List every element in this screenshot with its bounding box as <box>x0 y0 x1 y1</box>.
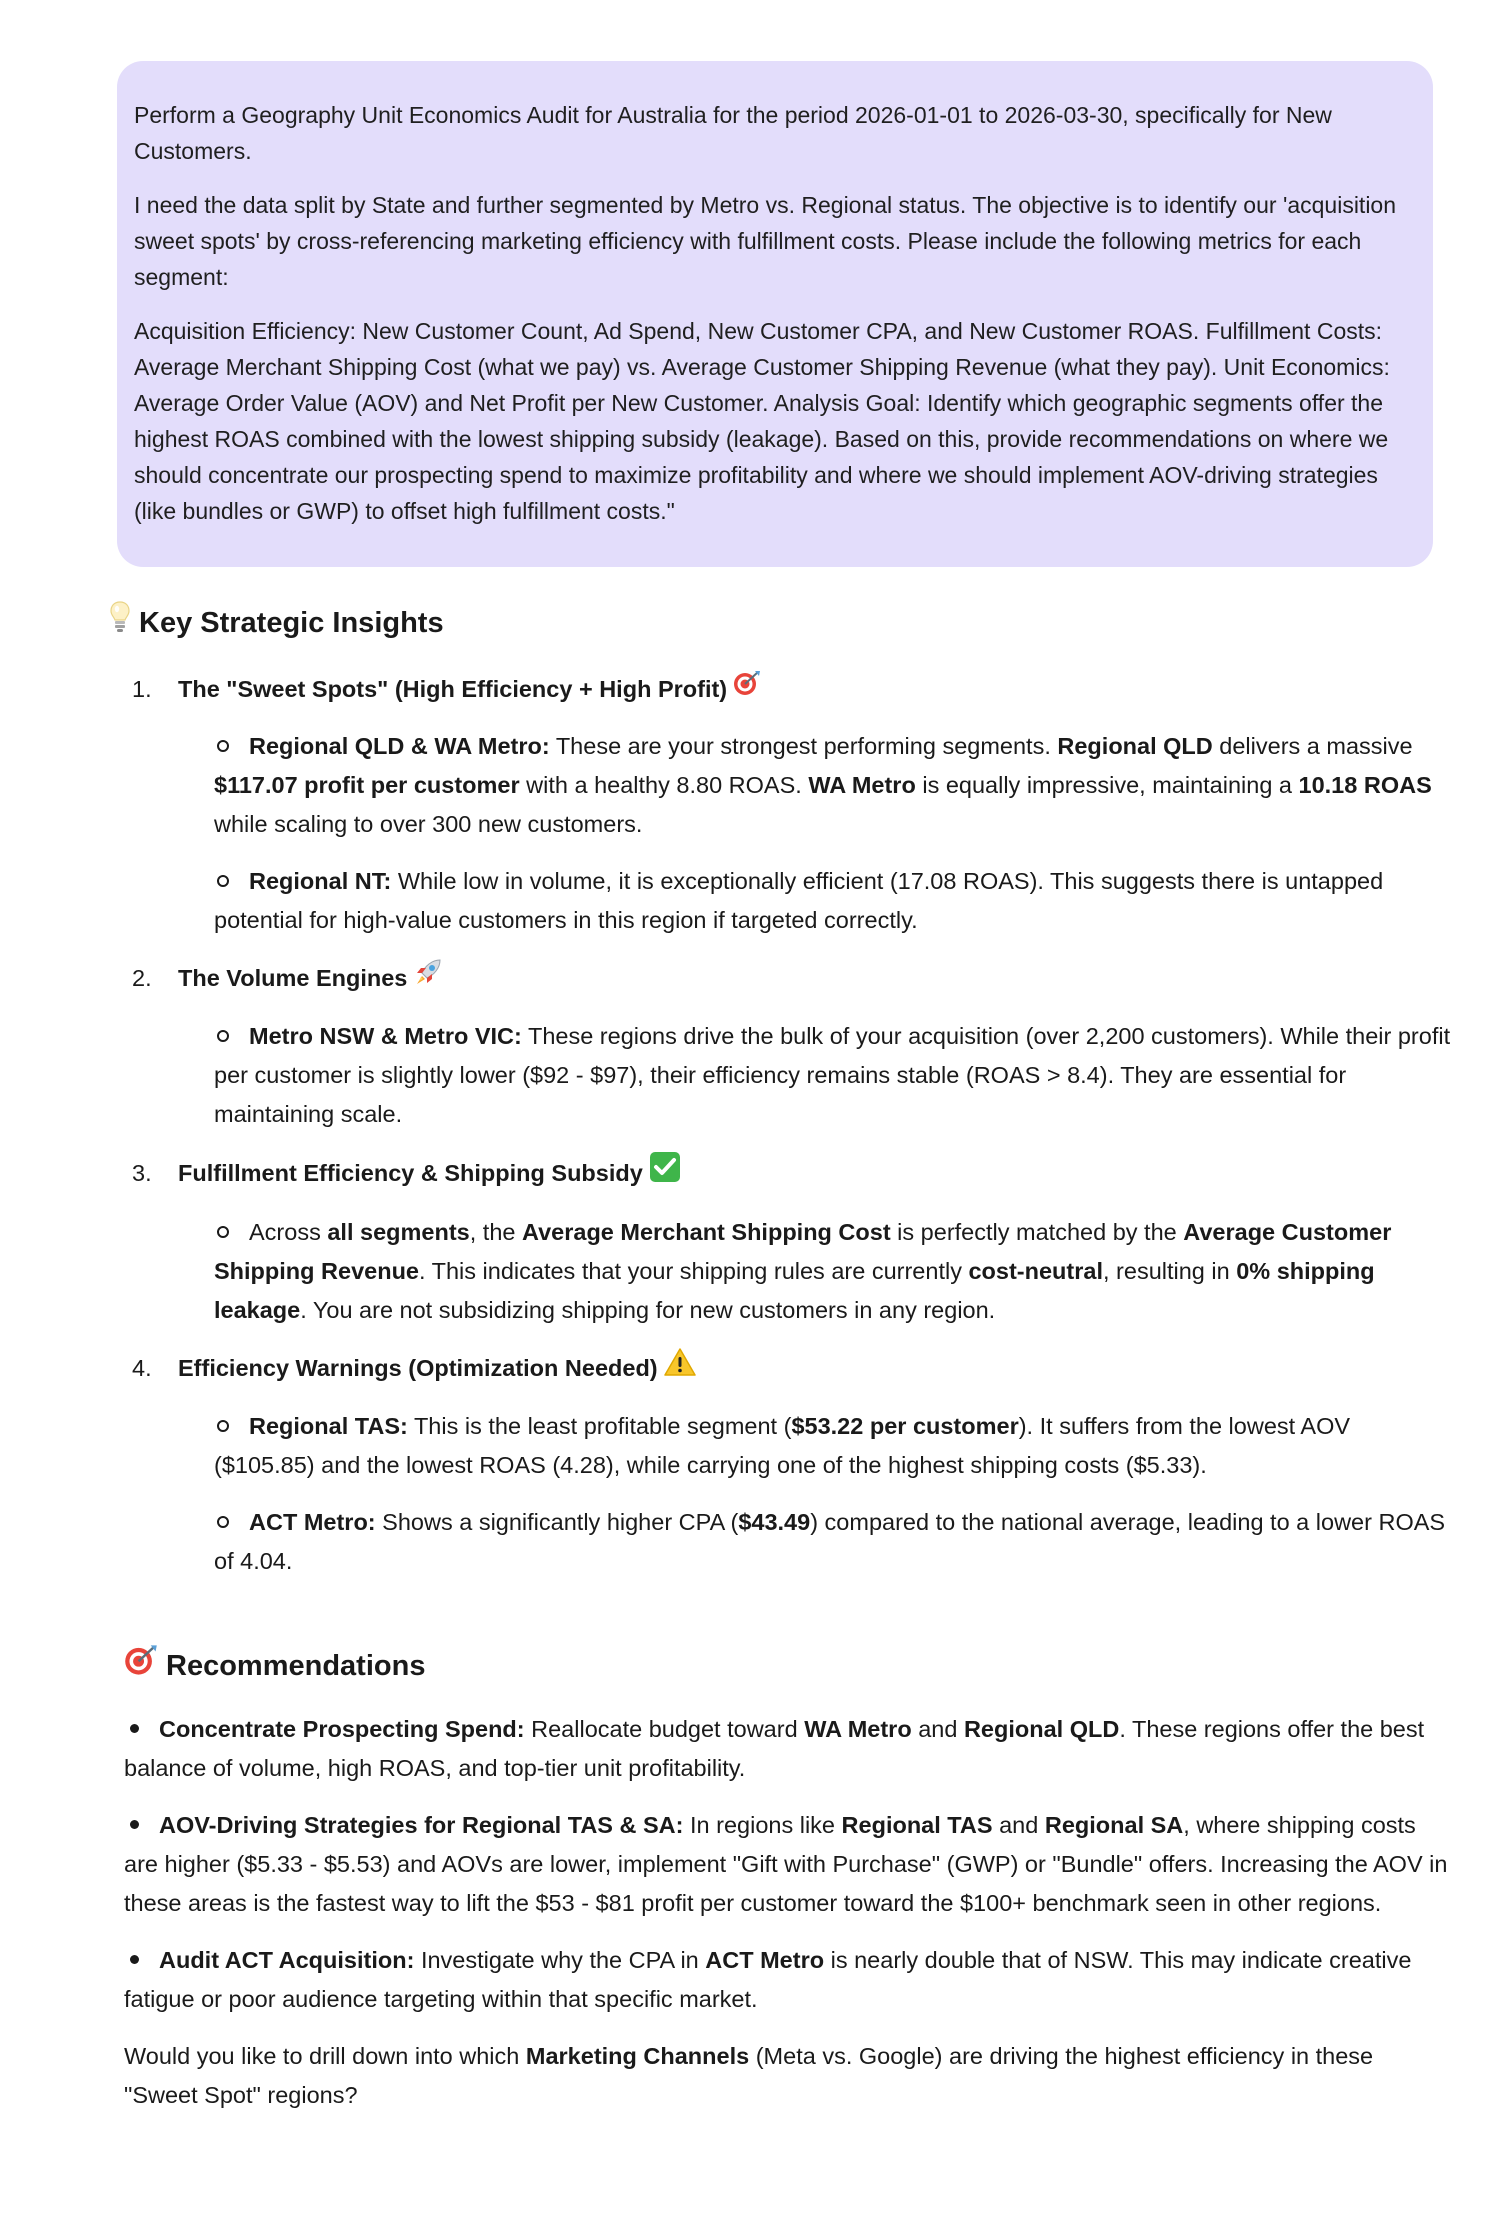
closing-question: Would you like to drill down into which Marketing Channels (Meta vs. Google) are driving the highest efficiency in these "Sweet Spot" regions? <box>124 2043 1374 2108</box>
recommendations-heading-text: Recommendations <box>166 1649 426 1682</box>
recommendations-list <box>109 1710 1448 2019</box>
recommendation-item: Audit ACT Acquisition: Investigate why the CPA in ACT Metro is nearly double that of NSW. This may indicate creative fatigue or poor audience targeting within that specific market. <box>124 1947 1412 2012</box>
recommendation-item: AOV-Driving Strategies for Regional TAS & SA: In regions like Regional TAS and Regional SA, where shipping costs are higher ($5.33 - $5.53) and AOVs are lower, implement "Gift with Purchase" (GWP) or "Bundle" offers. Increasing the AOV in these areas is the fastest way to lift the $53 - $81 profit per customer toward the $100+ benchmark seen in other regions. <box>124 1812 1448 1916</box>
insight-item <box>109 1151 1439 1330</box>
lightbulb-icon <box>109 600 131 645</box>
insight-bullet: Regional NT: While low in volume, it is exceptionally efficient (17.08 ROAS). This suggests there is untapped potential for high-value customers in this region if targeted correctly. <box>214 868 1384 933</box>
list-number: 1. <box>132 676 152 702</box>
insight-title: The "Sweet Spots" (High Efficiency + High Profit) <box>178 676 728 702</box>
insight-title: The Volume Engines <box>178 965 408 991</box>
insight-bullet: Metro NSW & Metro VIC: These regions drive the bulk of your acquisition (over 2,200 customers). While their profit per customer is slightly lower ($92 - $97), their efficiency remains stable (ROAS > 8.4). They are essential for maintaining scale. <box>214 1023 1451 1127</box>
prompt-paragraph: Acquisition Efficiency: New Customer Count, Ad Spend, New Customer CPA, and New Customer ROAS. Fulfillment Costs: Average Merchant Shipping Cost (what we pay) vs. Average Customer Shipping Revenue (what they pay). Unit Economics: Average Order Value (AOV) and Net Profit per New Customer. Analysis Goal: Identify which geographic segments offer the highest ROAS combined with the lowest shipping subsidy (leakage). Based on this, provide recommendations on where we should concentrate our prospecting spend to maximize profitability and where we should implement AOV-driving strategies (like bundles or GWP) to offset high fulfillment costs." <box>134 318 1390 524</box>
target-icon <box>124 1643 158 1688</box>
assistant-response <box>109 600 1451 2115</box>
check-icon <box>649 1151 681 1195</box>
insight-item <box>109 957 1451 1134</box>
insight-title: Fulfillment Efficiency & Shipping Subsidy <box>178 1160 643 1186</box>
insight-bullet: ACT Metro: Shows a significantly higher CPA ($43.49) compared to the national average, leading to a lower ROAS of 4.04. <box>214 1509 1446 1574</box>
warning-icon <box>664 1347 696 1389</box>
insights-heading <box>109 600 1439 645</box>
insight-title: Efficiency Warnings (Optimization Needed) <box>178 1355 658 1381</box>
insight-bullet: Across all segments, the Average Merchant Shipping Cost is perfectly matched by the Average Customer Shipping Revenue. This indicates that your shipping rules are currently cost-neutral, resulting in 0% shipping leakage. You are not subsidizing shipping for new customers in any region. <box>214 1219 1392 1323</box>
recommendation-item: Concentrate Prospecting Spend: Reallocate budget toward WA Metro and Regional QLD. These regions offer the best balance of volume, high ROAS, and top-tier unit profitability. <box>124 1716 1425 1781</box>
insight-item <box>109 669 1439 940</box>
recommendations-heading <box>124 1643 1439 1688</box>
insights-heading-text: Key Strategic Insights <box>139 606 444 639</box>
list-number: 2. <box>132 965 152 991</box>
insight-bullet: Regional QLD & WA Metro: These are your strongest performing segments. Regional QLD delivers a massive $117.07 profit per customer with a healthy 8.80 ROAS. WA Metro is equally impressive, maintaining a 10.18 ROAS while scaling to over 300 new customers. <box>214 733 1432 837</box>
rocket-icon <box>413 957 443 999</box>
insight-bullet: Regional TAS: This is the least profitable segment ($53.22 per customer). It suffers from the lowest AOV ($105.85) and the lowest ROAS (4.28), while carrying one of the highest shipping costs ($5.33). <box>214 1413 1351 1478</box>
insight-item <box>109 1347 1446 1581</box>
target-icon <box>733 669 761 709</box>
list-number: 3. <box>132 1160 152 1186</box>
prompt-paragraph: I need the data split by State and further segmented by Metro vs. Regional status. The objective is to identify our 'acquisition sweet spots' by cross-referencing marketing efficiency with fulfillment costs. Please include the following metrics for each segment: <box>134 192 1397 290</box>
list-number: 4. <box>132 1355 152 1381</box>
insights-list <box>109 669 1451 1581</box>
prompt-paragraph: Perform a Geography Unit Economics Audit for Australia for the period 2026-01-01 to 2026-03-30, specifically for New Customers. <box>134 102 1332 164</box>
user-message-bubble <box>117 61 1433 567</box>
